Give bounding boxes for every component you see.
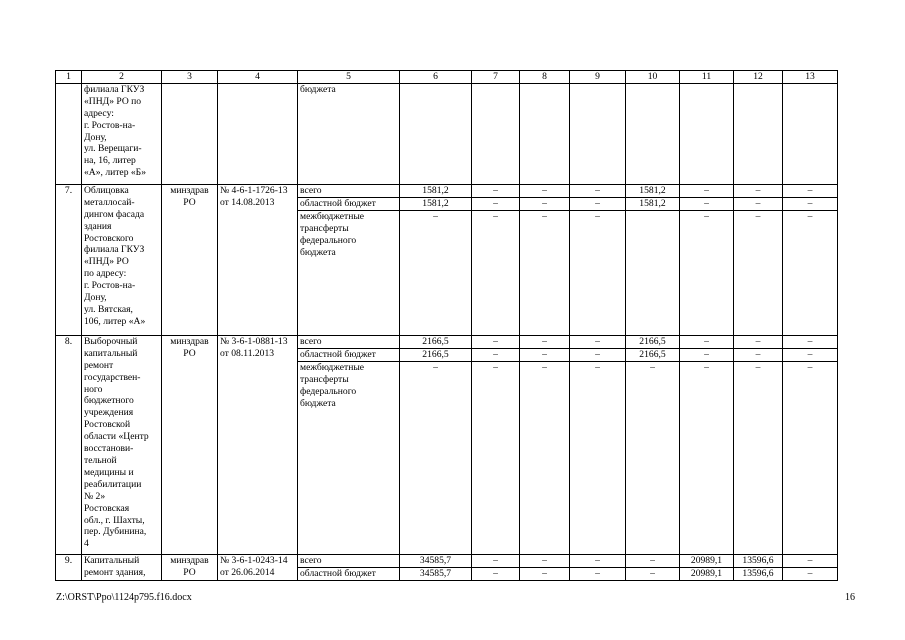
value-cell: –	[520, 348, 570, 361]
value-cell: 1581,2	[626, 184, 680, 197]
value-cell: 13596,6	[734, 554, 783, 567]
value-cell: 13596,6	[734, 567, 783, 580]
organization-cell: минздрав РО	[162, 335, 218, 554]
header-cell: 7	[472, 71, 520, 84]
value-cell: –	[626, 567, 680, 580]
value-cell: –	[680, 184, 734, 197]
table-row	[56, 554, 838, 567]
value-cell: –	[680, 210, 734, 335]
value-cell	[680, 83, 734, 184]
funding-source: всего	[298, 335, 400, 348]
document-cell	[218, 83, 298, 184]
header-cell: 10	[626, 71, 680, 84]
header-cell: 11	[680, 71, 734, 84]
value-cell: –	[680, 335, 734, 348]
object-description: Капитальный ремонт здания,	[82, 554, 162, 580]
funding-source: областной бюджет	[298, 197, 400, 210]
value-cell: –	[570, 184, 626, 197]
value-cell: –	[783, 184, 838, 197]
value-cell: –	[783, 348, 838, 361]
table-row	[56, 83, 838, 184]
row-number-cell: 9.	[56, 554, 82, 580]
row-number-cell: 8.	[56, 335, 82, 554]
value-cell	[783, 83, 838, 184]
value-cell: –	[734, 197, 783, 210]
value-cell: –	[472, 210, 520, 335]
value-cell: –	[472, 335, 520, 348]
value-cell: 34585,7	[400, 567, 472, 580]
value-cell: –	[734, 348, 783, 361]
funding-source: межбюджетные трансферты федерального бюджета	[298, 210, 400, 335]
value-cell: 1581,2	[400, 197, 472, 210]
value-cell: –	[680, 197, 734, 210]
document-cell: № 3-6-1-0243-14 от 26.06.2014	[218, 554, 298, 580]
document-cell: № 4-6-1-1726-13 от 14.08.2013	[218, 184, 298, 335]
document-cell: № 3-6-1-0881-13 от 08.11.2013	[218, 335, 298, 554]
header-cell: 8	[520, 71, 570, 84]
value-cell: –	[626, 554, 680, 567]
value-cell: –	[472, 567, 520, 580]
header-cell: 9	[570, 71, 626, 84]
header-cell: 4	[218, 71, 298, 84]
value-cell	[626, 210, 680, 335]
value-cell: –	[734, 335, 783, 348]
value-cell: –	[570, 361, 626, 554]
header-cell: 5	[298, 71, 400, 84]
value-cell	[570, 83, 626, 184]
value-cell: –	[400, 361, 472, 554]
header-cell: 13	[783, 71, 838, 84]
value-cell	[472, 83, 520, 184]
header-cell: 1	[56, 71, 82, 84]
value-cell: –	[520, 210, 570, 335]
value-cell: –	[520, 184, 570, 197]
value-cell: 2166,5	[400, 348, 472, 361]
header-cell: 6	[400, 71, 472, 84]
value-cell: –	[734, 184, 783, 197]
value-cell: –	[734, 210, 783, 335]
value-cell: –	[783, 554, 838, 567]
value-cell: –	[400, 210, 472, 335]
footer-file-path: Z:\ORST\Ppo\1124p795.f16.docx	[56, 592, 192, 603]
organization-cell	[162, 83, 218, 184]
value-cell: –	[626, 361, 680, 554]
value-cell: 20989,1	[680, 554, 734, 567]
value-cell: –	[783, 197, 838, 210]
value-cell: 1581,2	[626, 197, 680, 210]
value-cell: 1581,2	[400, 184, 472, 197]
value-cell: –	[570, 567, 626, 580]
value-cell: –	[472, 184, 520, 197]
header-cell: 12	[734, 71, 783, 84]
value-cell: –	[570, 554, 626, 567]
value-cell: 2166,5	[400, 335, 472, 348]
row-number-cell: 7.	[56, 184, 82, 335]
value-cell: –	[520, 361, 570, 554]
value-cell: –	[570, 335, 626, 348]
object-description: Облицовка металлосай- дингом фасада здания Ростовского филиала ГКУЗ «ПНД» РО по адресу: г. Ростов-на- Дону, ул. Вятская, 106, литер «А»	[82, 184, 162, 335]
value-cell: 2166,5	[626, 348, 680, 361]
object-description: Выборочный капитальный ремонт государствен- ного бюджетного учреждения Ростовской области «Центр восстанови- тельной медицины и реабилитации № 2» Ростовская обл., г. Шахты, пер. Дубинина, 4	[82, 335, 162, 554]
value-cell: 34585,7	[400, 554, 472, 567]
budget-table	[55, 70, 838, 581]
value-cell: –	[520, 567, 570, 580]
footer-page-number: 16	[845, 592, 855, 603]
organization-cell: минздрав РО	[162, 554, 218, 580]
value-cell: –	[783, 567, 838, 580]
table-row	[56, 184, 838, 197]
value-cell: 20989,1	[680, 567, 734, 580]
value-cell: –	[472, 554, 520, 567]
row-number-cell	[56, 83, 82, 184]
value-cell	[734, 83, 783, 184]
value-cell	[520, 83, 570, 184]
funding-source: межбюджетные трансферты федерального бюджета	[298, 361, 400, 554]
value-cell: –	[570, 197, 626, 210]
header-cell: 2	[82, 71, 162, 84]
value-cell	[626, 83, 680, 184]
value-cell: –	[520, 335, 570, 348]
value-cell: –	[783, 335, 838, 348]
value-cell: –	[472, 348, 520, 361]
value-cell: –	[520, 554, 570, 567]
value-cell: –	[570, 348, 626, 361]
value-cell	[400, 83, 472, 184]
funding-source: всего	[298, 184, 400, 197]
value-cell: –	[680, 348, 734, 361]
value-cell: –	[783, 361, 838, 554]
value-cell: –	[570, 210, 626, 335]
funding-source: бюджета	[298, 83, 400, 184]
object-description: филиала ГКУЗ «ПНД» РО по адресу: г. Ростов-на- Дону, ул. Верещаги- на, 16, литер «А», литер «Б»	[82, 83, 162, 184]
value-cell: –	[472, 361, 520, 554]
organization-cell: минздрав РО	[162, 184, 218, 335]
funding-source: областной бюджет	[298, 348, 400, 361]
funding-source: областной бюджет	[298, 567, 400, 580]
value-cell: –	[520, 197, 570, 210]
table-row	[56, 335, 838, 348]
funding-source: всего	[298, 554, 400, 567]
value-cell: –	[783, 210, 838, 335]
value-cell: –	[734, 361, 783, 554]
header-row	[56, 71, 838, 84]
header-cell: 3	[162, 71, 218, 84]
value-cell: –	[680, 361, 734, 554]
value-cell: 2166,5	[626, 335, 680, 348]
value-cell: –	[472, 197, 520, 210]
